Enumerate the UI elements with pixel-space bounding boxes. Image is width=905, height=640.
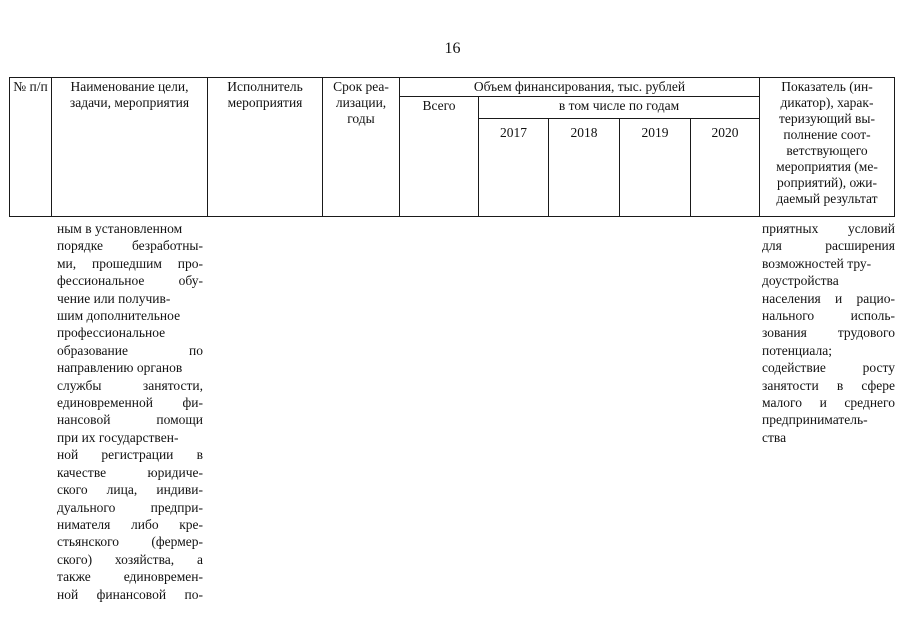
header-indicator: Показатель (ин-дикатор), харак-теризующий вы-полнение соот-ветствующего мероприятия (ме-роприятий), ожи-даемый результат [760,78,895,217]
text-line: качестве юридиче- [57,464,203,480]
header-year-2019: 2019 [620,118,691,216]
text-line: службы занятости, [57,377,203,393]
text-line: также единовремен- [57,569,203,585]
text-line: потенциала; [762,342,832,358]
text-line: зования трудового [762,325,895,341]
header-year-2020: 2020 [691,118,760,216]
text-line: ства [762,429,787,445]
text-line: возможностей тру- [762,255,872,271]
text-line: ной финансовой по- [57,586,203,602]
header-total: Всего [400,97,479,217]
text-line: населения и рацио- [762,290,895,306]
text-line: образование по [57,342,203,358]
header-funding: Объем финансирования, тыс. рублей [400,78,760,97]
text-line: приятных условий [762,221,895,236]
text-line: профессиональное [57,325,166,341]
text-line: ского) хозяйства, а [57,551,203,567]
text-line: нансовой помощи [57,412,203,428]
text-line: для расширения [762,238,895,254]
text-line: нального исполь- [762,308,895,324]
header-number: № п/п [10,78,52,217]
program-table-header [9,77,895,217]
text-line: ского лица, индиви- [57,482,203,498]
text-line: малого и среднего [762,395,895,411]
header-executor: Исполнитель мероприятия [208,78,323,217]
header-year-2018: 2018 [549,118,620,216]
text-line: шим дополнительное [57,308,181,324]
text-line: дуального предпри- [57,499,203,515]
header-year-2017: 2017 [479,118,549,216]
text-line: направлению органов [57,360,183,376]
text-line: фессиональное обу- [57,273,203,289]
text-line: единовременной фи- [57,395,203,411]
text-line: порядке безработны- [57,238,203,254]
text-line: чение или получив- [57,290,171,306]
text-line: занятости в сфере [762,377,895,393]
text-line: ми, прошедшим про- [57,255,203,271]
text-line: нимателя либо кре- [57,516,203,532]
header-name: Наименование цели, задачи, мероприятия [52,78,208,217]
measure-description-text [57,220,203,603]
expected-result-text [762,220,895,446]
header-by-year: в том числе по годам [479,97,760,118]
text-line: ным в установленном [57,221,183,236]
text-line: содействие росту [762,360,895,376]
text-line: при их государствен- [57,429,179,445]
text-line: доустройства [762,273,839,289]
text-line: предприниматель- [762,412,868,428]
header-term: Срок реа-лизации, годы [323,78,400,217]
text-line: ной регистрации в [57,447,203,463]
text-line: стьянского (фермер- [57,534,203,550]
page-number: 16 [444,40,461,57]
